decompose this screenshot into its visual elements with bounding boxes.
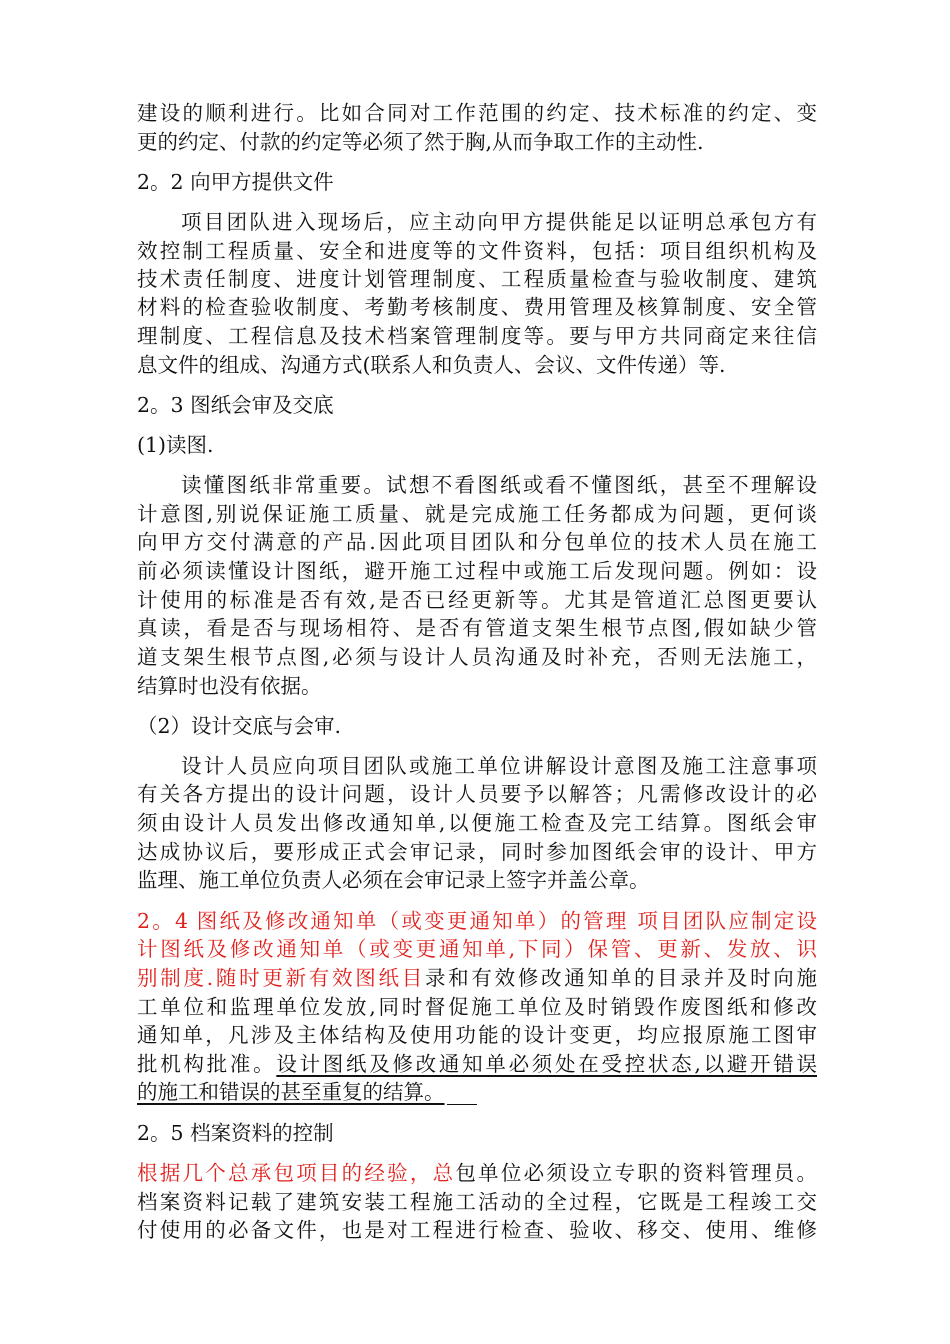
paragraph-line: 真读，看是否与现场相符、是否有管道支架生根节点图,假如缺少管 bbox=[137, 616, 817, 640]
paragraph-line: 监理、施工单位负责人必须在会审记录上签字并盖公章。 bbox=[137, 868, 650, 892]
subsection-heading-reading: (1)读图. bbox=[137, 433, 214, 457]
paragraph-line: 项目团队进入现场后，应主动向甲方提供能足以证明总承包方有 bbox=[181, 210, 817, 234]
underlined-text: 的施工和错误的甚至重复的结算。 bbox=[137, 1080, 445, 1104]
paragraph-line: 设计人员应向项目团队或施工单位讲解设计意图及施工注意事项 bbox=[181, 754, 817, 778]
paragraph-line: 结算时也没有依据。 bbox=[137, 674, 322, 698]
paragraph-line: 效控制工程质量、安全和进度等的文件资料，包括：项目组织机构及 bbox=[137, 239, 817, 263]
paragraph-line bbox=[137, 1078, 817, 1106]
subsection-heading-design-review: （2）设计交底与会审. bbox=[137, 714, 342, 738]
paragraph-line: 理制度、工程信息及技术档案管理制度等。要与甲方共同商定来往信 bbox=[137, 324, 817, 348]
section-heading-2-2: 2。2 向甲方提供文件 bbox=[137, 170, 334, 194]
paragraph-line-highlight: 计图纸及修改通知单（或变更通知单,下同）保管、更新、发放、识 bbox=[137, 937, 817, 961]
paragraph-line: 向甲方交付满意的产品.因此项目团队和分包单位的技术人员在施工 bbox=[137, 530, 817, 554]
section-heading-2-4: 2。4 图纸及修改通知单（或变更通知单）的管理 项目团队应制定设 bbox=[137, 909, 817, 933]
paragraph-line bbox=[137, 1050, 817, 1078]
paragraph-line bbox=[137, 964, 817, 992]
highlight-text: 根据几个总承包项目的经验，总 bbox=[137, 1161, 456, 1185]
paragraph-line: 更的约定、付款的约定等必须了然于胸,从而争取工作的主动性. bbox=[137, 130, 704, 154]
paragraph-line: 付使用的必备文件，也是对工程进行检查、验收、移交、使用、维修 bbox=[137, 1218, 817, 1242]
paragraph-line bbox=[137, 1159, 817, 1187]
section-heading-2-3: 2。3 图纸会审及交底 bbox=[137, 393, 334, 417]
paragraph-line: 通知单，凡涉及主体结构及使用功能的设计变更，均应报原施工图审 bbox=[137, 1023, 817, 1047]
paragraph-line: 达成协议后，要形成正式会审记录，同时参加图纸会审的设计、甲方 bbox=[137, 840, 817, 864]
underlined-text: 设计图纸及修改通知单必须处在受控状态,以避开错误 bbox=[276, 1052, 818, 1076]
paragraph-line: 档案资料记载了建筑安装工程施工活动的全过程，它既是工程竣工交 bbox=[137, 1190, 817, 1214]
paragraph-line: 计意图,别说保证施工质量、就是完成施工任务都成为问题，更何谈 bbox=[137, 502, 817, 526]
paragraph-line: 计使用的标准是否有效,是否已经更新等。尤其是管道汇总图更要认 bbox=[137, 588, 817, 612]
paragraph-line: 工单位和监理单位发放,同时督促施工单位及时销毁作废图纸和修改 bbox=[137, 995, 817, 1019]
paragraph-line: 材料的检查验收制度、考勤考核制度、费用管理及核算制度、安全管 bbox=[137, 295, 817, 319]
body-text: 录和有效修改通知单的目录并及时向施 bbox=[424, 966, 818, 990]
underline-trail bbox=[447, 1104, 477, 1105]
section-heading-2-5: 2。5 档案资料的控制 bbox=[137, 1121, 334, 1145]
paragraph-line: 读懂图纸非常重要。试想不看图纸或看不懂图纸，甚至不理解设 bbox=[181, 473, 817, 497]
paragraph-line: 建设的顺利进行。比如合同对工作范围的约定、技术标准的约定、变 bbox=[137, 101, 817, 125]
body-text: 包单位必须设立专职的资料管理员。 bbox=[455, 1161, 818, 1185]
paragraph-line: 前必须读懂设计图纸，避开施工过程中或施工后发现问题。例如：设 bbox=[137, 559, 817, 583]
paragraph-line: 息文件的组成、沟通方式(联系人和负责人、会议、文件传递）等. bbox=[137, 353, 726, 377]
paragraph-line: 有关各方提出的设计问题，设计人员要予以解答；凡需修改设计的必 bbox=[137, 782, 817, 806]
highlight-text: 别制度.随时更新有效图纸目 bbox=[137, 966, 425, 990]
body-text: 批机构批准。 bbox=[137, 1052, 277, 1076]
paragraph-line: 道支架生根节点图,必须与设计人员沟通及时补充，否则无法施工， bbox=[137, 645, 817, 669]
paragraph-line: 技术责任制度、进度计划管理制度、工程质量检查与验收制度、建筑 bbox=[137, 267, 817, 291]
paragraph-line: 须由设计人员发出修改通知单,以便施工检查及完工结算。图纸会审 bbox=[137, 811, 817, 835]
